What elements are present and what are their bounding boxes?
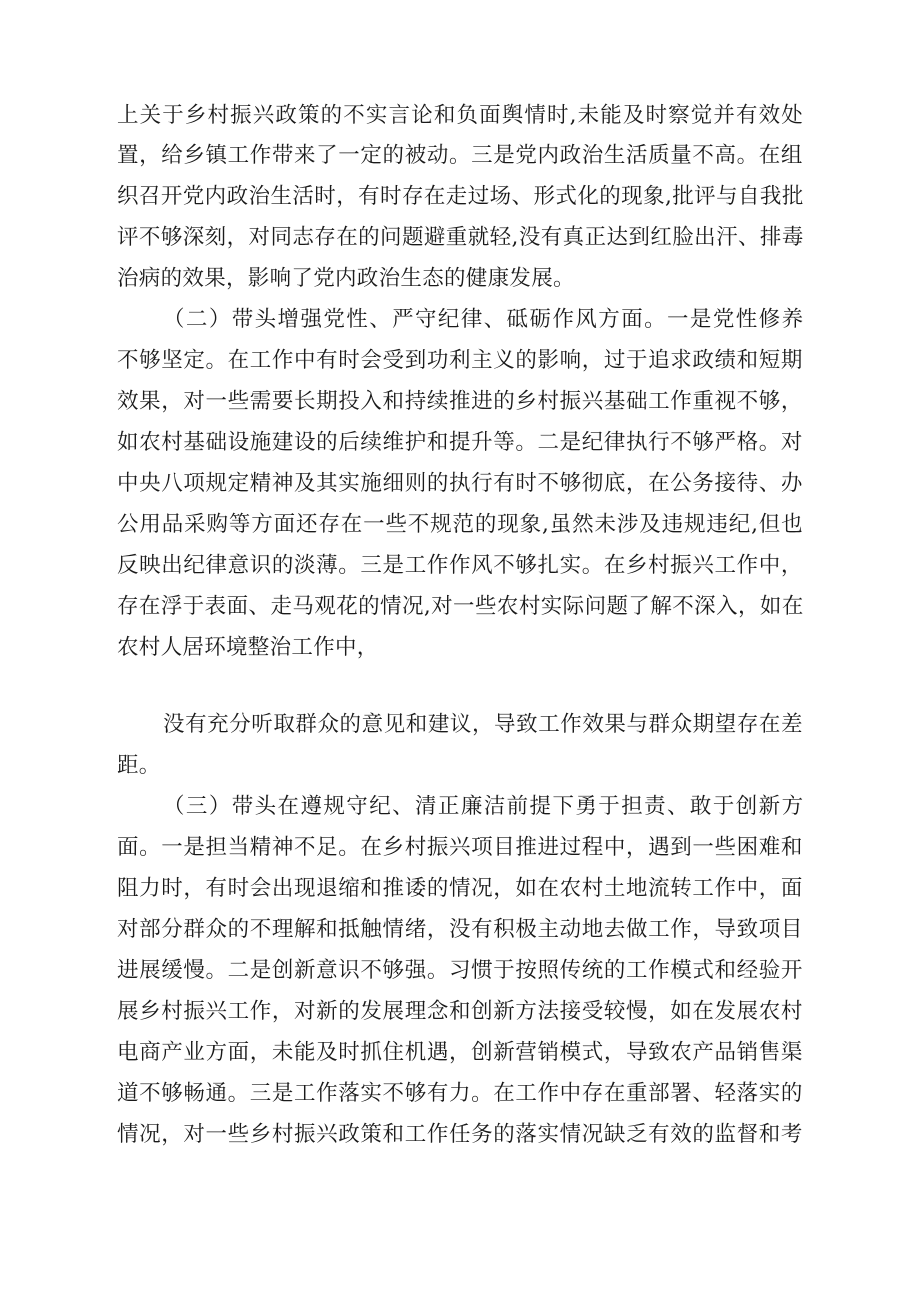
text-line: 上关于乡村振兴政策的不实言论和负面舆情时,未能及时察觉并有效处	[117, 103, 804, 128]
text-line: 公用品采购等方面还存在一些不规范的现象,虽然未涉及违规违纪,但也	[117, 512, 804, 537]
text-line: 阻力时，有时会出现退缩和推诿的情况，如在农村土地流转工作中，面	[117, 876, 804, 901]
text-line: 道不够畅通。三是工作落实不够有力。在工作中存在重部署、轻落实的	[117, 1081, 804, 1106]
text-line: 没有充分听取群众的意见和建议，导致工作效果与群众期望存在差	[163, 712, 804, 737]
section-heading-line: （三）带头在遵规守纪、清正廉洁前提下勇于担责、敢于创新方	[163, 794, 805, 819]
text-line: 面。一是担当精神不足。在乡村振兴项目推进过程中，遇到一些困难和	[117, 835, 804, 860]
text-line: 织召开党内政治生活时，有时存在走过场、形式化的现象,批评与自我批	[117, 184, 804, 209]
text-line: 评不够深刻，对同志存在的问题避重就轻,没有真正达到红脸出汗、排毒	[117, 225, 804, 250]
text-line: 情况，对一些乡村振兴政策和工作任务的落实情况缺乏有效的监督和考	[117, 1122, 804, 1147]
text-line: 反映出纪律意识的淡薄。三是工作作风不够扎实。在乡村振兴工作中，	[117, 553, 804, 578]
text-line: 如农村基础设施建设的后续维护和提升等。二是纪律执行不够严格。对	[117, 430, 804, 455]
text-line: 治病的效果，影响了党内政治生态的健康发展。	[117, 266, 575, 291]
text-line: 电商产业方面，未能及时抓住机遇，创新营销模式，导致农产品销售渠	[117, 1040, 804, 1065]
text-line: 展乡村振兴工作，对新的发展理念和创新方法接受较慢，如在发展农村	[117, 999, 804, 1024]
text-line: 对部分群众的不理解和抵触情绪，没有积极主动地去做工作，导致项目	[117, 917, 804, 942]
text-line: 农村人居环境整治工作中，	[117, 635, 379, 660]
text-line: 效果，对一些需要长期投入和持续推进的乡村振兴基础工作重视不够，	[117, 389, 804, 414]
text-line: 距。	[117, 753, 161, 778]
text-line: 进展缓慢。二是创新意识不够强。习惯于按照传统的工作模式和经验开	[117, 958, 804, 983]
text-line: 置，给乡镇工作带来了一定的被动。三是党内政治生活质量不高。在组	[117, 143, 804, 168]
text-line: 不够坚定。在工作中有时会受到功利主义的影响，过于追求政绩和短期	[117, 348, 804, 373]
text-line: 中央八项规定精神及其实施细则的执行有时不够彻底，在公务接待、办	[117, 471, 804, 496]
text-line: 存在浮于表面、走马观花的情况,对一些农村实际问题了解不深入，如在	[117, 594, 804, 619]
section-heading-line: （二）带头增强党性、严守纪律、砥砺作风方面。一是党性修养	[163, 307, 805, 332]
